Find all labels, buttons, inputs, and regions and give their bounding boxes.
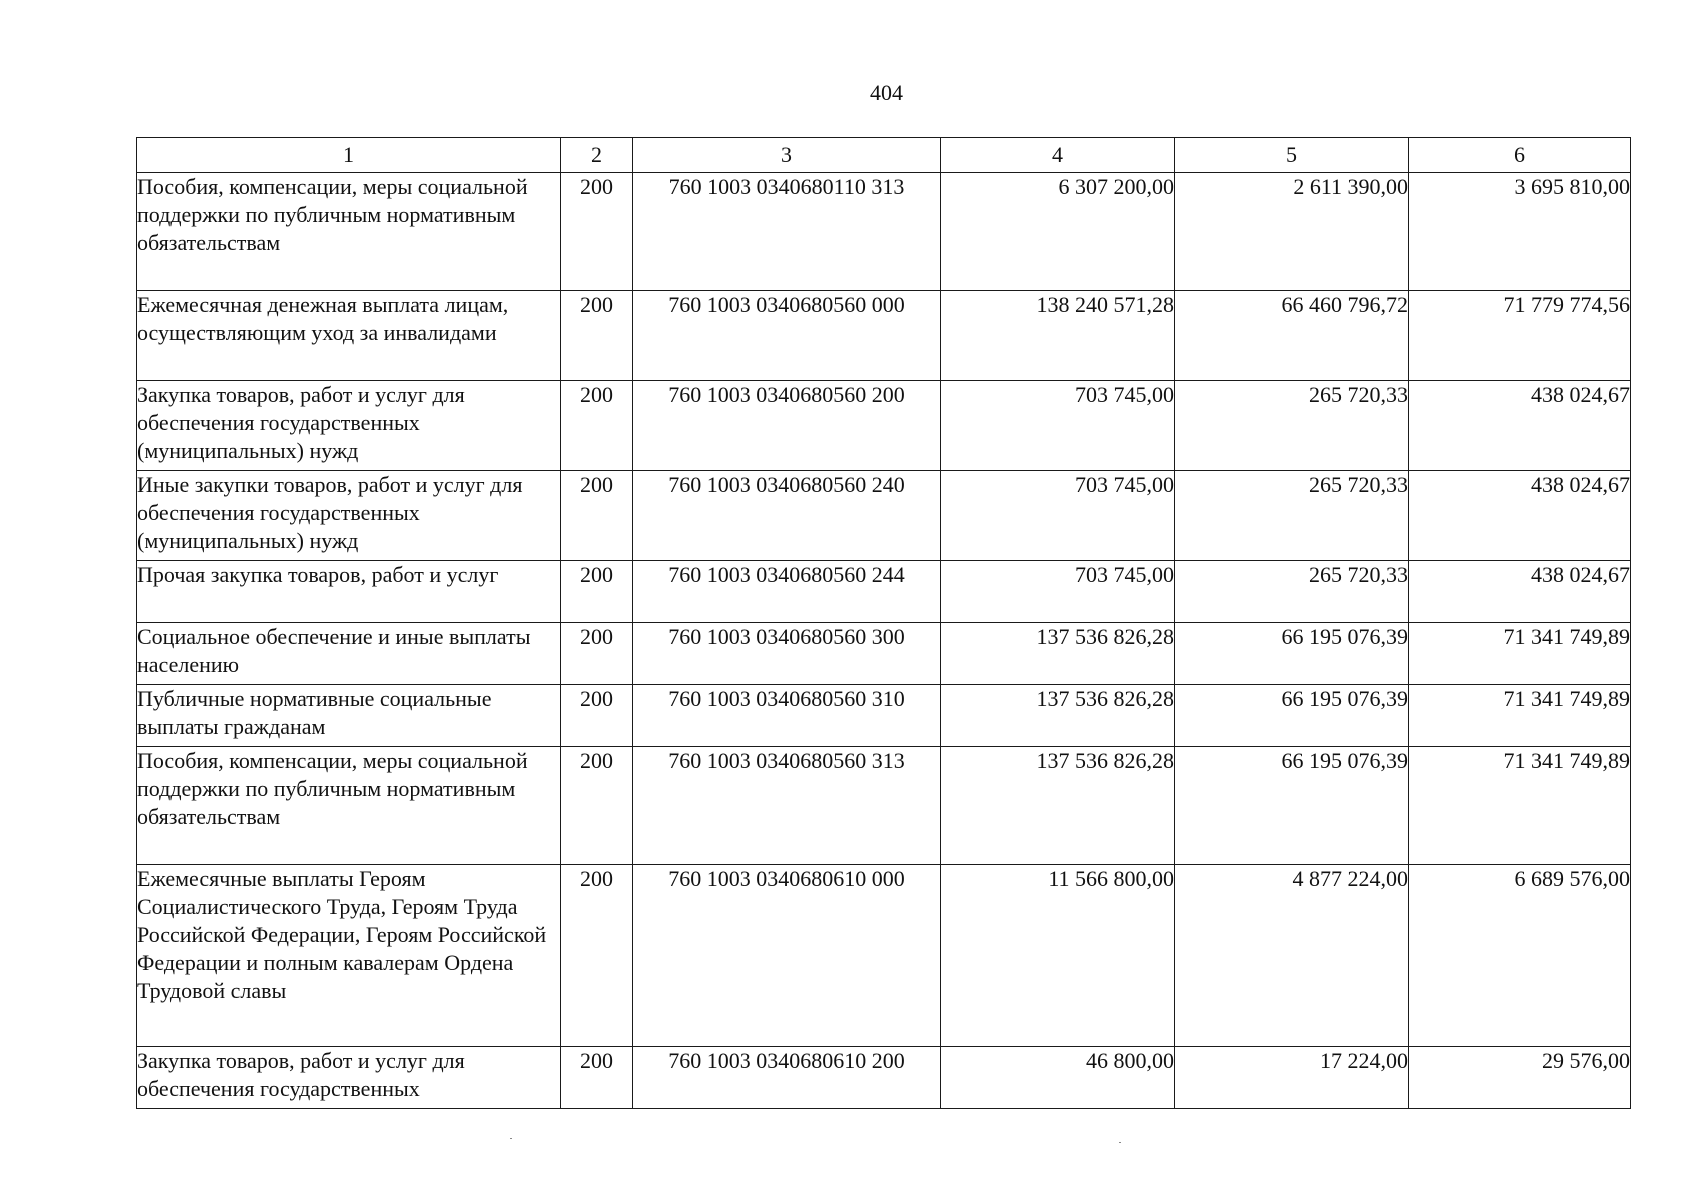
row-col6-value: 438 024,67 xyxy=(1409,381,1631,471)
row-col5-value: 17 224,00 xyxy=(1175,1047,1409,1109)
table-header-row xyxy=(137,138,1631,173)
row-col4-value: 137 536 826,28 xyxy=(941,623,1175,685)
row-name: Иные закупки товаров, работ и услуг для обеспечения государственных (муниципальных) нужд xyxy=(137,471,561,561)
row-name: Закупка товаров, работ и услуг для обеспечения государственных (муниципальных) нужд xyxy=(137,381,561,471)
table-row xyxy=(137,291,1631,381)
row-col6-value: 71 341 749,89 xyxy=(1409,685,1631,747)
table-row xyxy=(137,623,1631,685)
row-classification: 760 1003 0340680560 300 xyxy=(633,623,941,685)
row-name: Закупка товаров, работ и услуг для обеспечения государственных xyxy=(137,1047,561,1109)
row-code: 200 xyxy=(561,623,633,685)
row-col6-value: 29 576,00 xyxy=(1409,1047,1631,1109)
row-code: 200 xyxy=(561,747,633,865)
row-classification: 760 1003 0340680560 000 xyxy=(633,291,941,381)
table-row xyxy=(137,561,1631,623)
row-col5-value: 265 720,33 xyxy=(1175,561,1409,623)
row-name: Публичные нормативные социальные выплаты гражданам xyxy=(137,685,561,747)
row-col4-value: 703 745,00 xyxy=(941,561,1175,623)
row-classification: 760 1003 0340680560 244 xyxy=(633,561,941,623)
page-number: 404 xyxy=(870,80,903,105)
row-classification: 760 1003 0340680110 313 xyxy=(633,173,941,291)
row-classification: 760 1003 0340680560 310 xyxy=(633,685,941,747)
row-name: Социальное обеспечение и иные выплаты населению xyxy=(137,623,561,685)
column-header: 4 xyxy=(941,138,1175,173)
row-code: 200 xyxy=(561,865,633,1047)
row-col6-value: 6 689 576,00 xyxy=(1409,865,1631,1047)
row-col4-value: 703 745,00 xyxy=(941,471,1175,561)
table-row xyxy=(137,685,1631,747)
table-row xyxy=(137,381,1631,471)
row-col4-value: 138 240 571,28 xyxy=(941,291,1175,381)
table-row xyxy=(137,173,1631,291)
column-header: 1 xyxy=(137,138,561,173)
row-classification: 760 1003 0340680610 000 xyxy=(633,865,941,1047)
row-col6-value: 71 779 774,56 xyxy=(1409,291,1631,381)
row-col6-value: 3 695 810,00 xyxy=(1409,173,1631,291)
row-col5-value: 265 720,33 xyxy=(1175,471,1409,561)
row-col4-value: 46 800,00 xyxy=(941,1047,1175,1109)
column-header: 6 xyxy=(1409,138,1631,173)
row-classification: 760 1003 0340680610 200 xyxy=(633,1047,941,1109)
row-name: Пособия, компенсации, меры социальной поддержки по публичным нормативным обязательствам xyxy=(137,173,561,291)
table-row xyxy=(137,865,1631,1047)
table-row xyxy=(137,471,1631,561)
row-col6-value: 71 341 749,89 xyxy=(1409,623,1631,685)
row-code: 200 xyxy=(561,1047,633,1109)
row-col6-value: 438 024,67 xyxy=(1409,471,1631,561)
row-col5-value: 66 195 076,39 xyxy=(1175,623,1409,685)
row-col4-value: 703 745,00 xyxy=(941,381,1175,471)
row-col4-value: 11 566 800,00 xyxy=(941,865,1175,1047)
budget-table xyxy=(136,137,1631,1109)
row-name: Пособия, компенсации, меры социальной поддержки по публичным нормативным обязательствам xyxy=(137,747,561,865)
row-classification: 760 1003 0340680560 200 xyxy=(633,381,941,471)
row-col5-value: 66 195 076,39 xyxy=(1175,747,1409,865)
row-name: Ежемесячные выплаты Героям Социалистического Труда, Героям Труда Российской Федерации, Героям Российской Федерации и полным кавалерам Ордена Трудовой славы xyxy=(137,865,561,1047)
row-code: 200 xyxy=(561,173,633,291)
row-code: 200 xyxy=(561,381,633,471)
row-col6-value: 71 341 749,89 xyxy=(1409,747,1631,865)
row-classification: 760 1003 0340680560 240 xyxy=(633,471,941,561)
scan-speck xyxy=(1119,1142,1121,1143)
row-col4-value: 137 536 826,28 xyxy=(941,747,1175,865)
table-row xyxy=(137,747,1631,865)
row-code: 200 xyxy=(561,685,633,747)
scan-speck xyxy=(510,1138,512,1139)
row-col5-value: 4 877 224,00 xyxy=(1175,865,1409,1047)
row-name: Прочая закупка товаров, работ и услуг xyxy=(137,561,561,623)
row-col5-value: 2 611 390,00 xyxy=(1175,173,1409,291)
row-code: 200 xyxy=(561,471,633,561)
column-header: 2 xyxy=(561,138,633,173)
row-code: 200 xyxy=(561,291,633,381)
row-name: Ежемесячная денежная выплата лицам, осуществляющим уход за инвалидами xyxy=(137,291,561,381)
row-col4-value: 6 307 200,00 xyxy=(941,173,1175,291)
column-header: 5 xyxy=(1175,138,1409,173)
row-col5-value: 66 460 796,72 xyxy=(1175,291,1409,381)
column-header: 3 xyxy=(633,138,941,173)
row-col4-value: 137 536 826,28 xyxy=(941,685,1175,747)
row-classification: 760 1003 0340680560 313 xyxy=(633,747,941,865)
row-col5-value: 66 195 076,39 xyxy=(1175,685,1409,747)
row-col6-value: 438 024,67 xyxy=(1409,561,1631,623)
row-col5-value: 265 720,33 xyxy=(1175,381,1409,471)
table-row xyxy=(137,1047,1631,1109)
row-code: 200 xyxy=(561,561,633,623)
